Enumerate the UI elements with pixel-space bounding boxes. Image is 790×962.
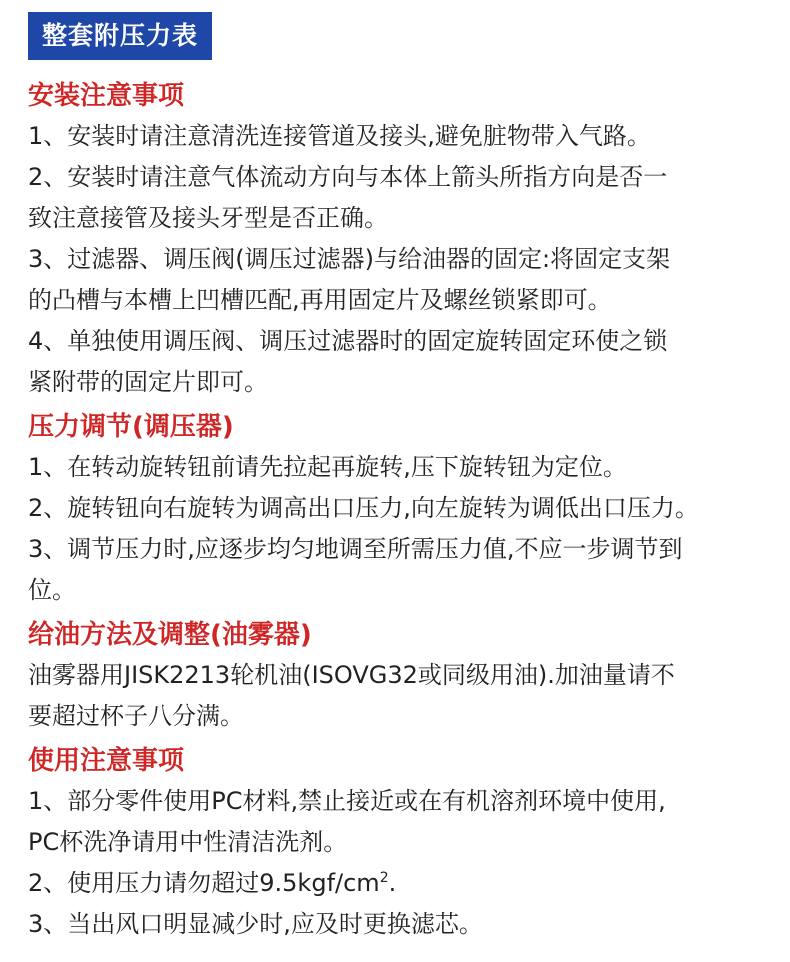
superscript: 2 [379, 870, 389, 886]
section-title: 给油方法及调整(油雾器) [28, 620, 312, 650]
section-install [28, 76, 780, 403]
text-line: 3、当出风口明显减少时,应及时更换滤芯。 [28, 910, 483, 938]
section-title: 安装注意事项 [28, 81, 185, 111]
section-title: 压力调节(调压器) [28, 412, 234, 442]
text-line: 1、安装时请注意清洗连接管道及接头,避免脏物带入气路。 [28, 122, 651, 150]
pressure-limit-text: 2、使用压力请勿超过9.5kgf/cm [28, 869, 380, 897]
text-line: 致注意接管及接头牙型是否正确。 [28, 204, 388, 232]
text-line: 1、在转动旋转钮前请先拉起再旋转,压下旋转钮为定位。 [28, 453, 627, 481]
text-line: 紧附带的固定片即可。 [28, 368, 268, 396]
text-line-pressure-limit [28, 863, 780, 904]
section-oiling [28, 615, 780, 737]
document-body [28, 76, 780, 949]
text-line: 3、过滤器、调压阀(调压过滤器)与给油器的固定:将固定支架 [28, 245, 671, 273]
section-title: 使用注意事项 [28, 746, 185, 776]
text-line: 油雾器用JISK2213轮机油(ISOVG32或同级用油).加油量请不 [28, 661, 675, 689]
section-pressure-adjust [28, 407, 780, 611]
suffix: . [388, 869, 397, 897]
section-usage [28, 741, 780, 945]
header-badge: 整套附压力表 [28, 12, 212, 60]
text-line: 1、部分零件使用PC材料,禁止接近或在有机溶剂环境中使用, [28, 787, 666, 815]
text-line: 3、调节压力时,应逐步均匀地调至所需压力值,不应一步调节到 [28, 535, 683, 563]
text-line: 位。 [28, 576, 76, 604]
text-line: PC杯洗净请用中性清洁洗剂。 [28, 828, 348, 856]
text-line: 4、单独使用调压阀、调压过滤器时的固定旋转固定环使之锁 [28, 327, 668, 355]
text-line: 2、旋转钮向右旋转为调高出口压力,向左旋转为调低出口压力。 [28, 494, 699, 522]
text-line: 的凸槽与本槽上凹槽匹配,再用固定片及螺丝锁紧即可。 [28, 286, 612, 314]
text-line: 要超过杯子八分满。 [28, 702, 244, 730]
text-line: 2、安装时请注意气体流动方向与本体上箭头所指方向是否一 [28, 163, 668, 191]
